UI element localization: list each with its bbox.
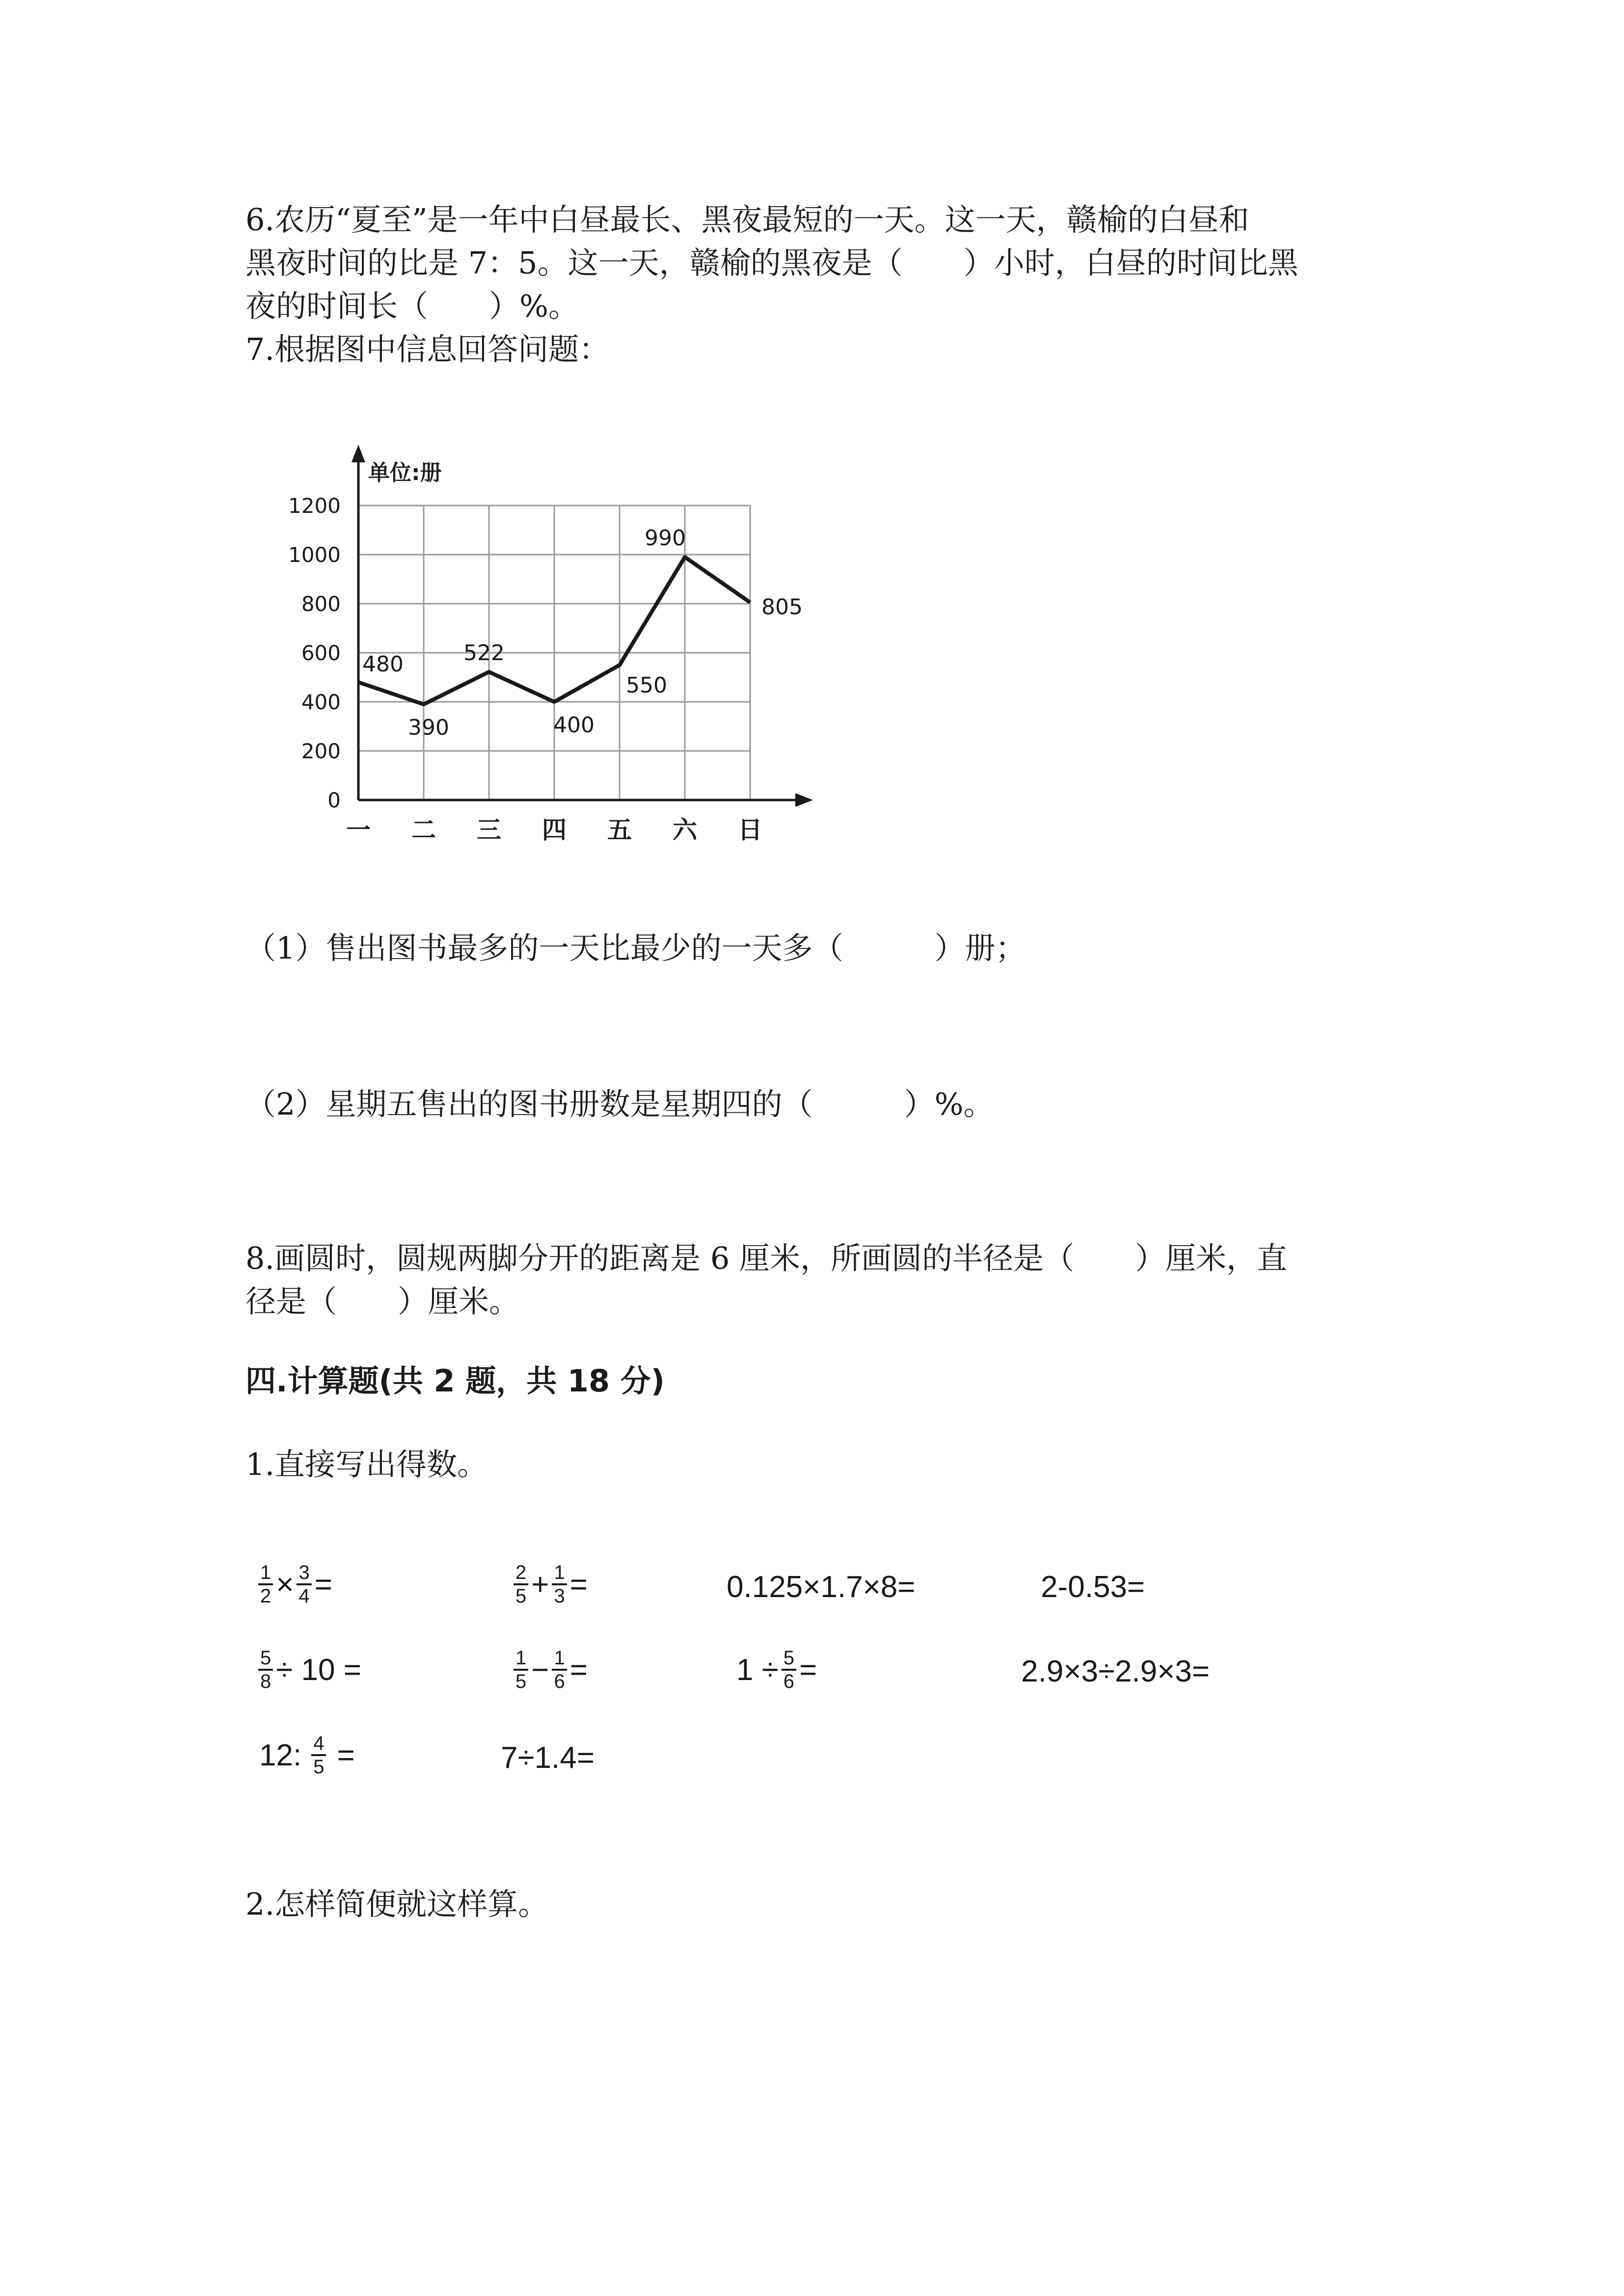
calc-problem-6: $\frac{1}{5}$ − $\frac{1}{6}$ = [511,1647,588,1692]
q8-line-2: 径是（ ）厘米。 [245,1283,520,1319]
x-tick-label: 二 [411,816,436,844]
calc-1-title: 1.直接写出得数。 [245,1446,488,1482]
fraction: $\frac{5}{6}$ [782,1647,796,1692]
calc-problem-3: 0.125×1.7×8= [727,1570,916,1604]
data-label: 522 [463,641,505,666]
x-tick-label: 六 [673,816,697,844]
y-tick-label: 200 [301,739,341,763]
q6-line-1: 6.农历“夏至”是一年中白昼最长、黑夜最短的一天。这一天，赣榆的白昼和 [245,202,1249,238]
data-label: 550 [626,673,667,698]
calc-problem-2: $\frac{2}{5}$ + $\frac{1}{3}$ = [511,1562,588,1607]
q7-sub-1: （1）售出图书最多的一天比最少的一天多（ ）册； [245,930,1026,966]
x-tick-labels [346,816,762,844]
section-4-heading: 四.计算题(共 2 题，共 18 分) [245,1363,665,1399]
fraction: $\frac{1}{3}$ [552,1562,567,1607]
fraction: $\frac{4}{5}$ [311,1733,326,1778]
x-tick-label: 五 [607,816,632,844]
book-sales-line-chart [265,427,825,859]
chart-axes [352,445,813,807]
data-label: 805 [761,594,803,620]
q7-title: 7.根据图中信息回答问题： [245,331,610,367]
data-label: 390 [408,715,449,740]
y-tick-label: 800 [301,592,341,616]
chart-grid [358,506,750,800]
y-tick-labels [288,494,341,812]
q8-line-1: 8.画圆时，圆规两脚分开的距离是 6 厘米，所画圆的半径是（ ）厘米，直 [245,1240,1288,1276]
calc-problem-10: 7÷1.4= [501,1741,595,1775]
x-tick-label: 三 [477,816,501,844]
calc-2-title: 2.怎样简便就这样算。 [245,1886,549,1922]
calc-problem-7: 1 ÷ $\frac{5}{6}$ = [736,1647,817,1692]
q7-sub-2: （2）星期五售出的图书册数是星期四的（ ）%。 [245,1086,994,1122]
y-tick-label: 1200 [288,494,341,518]
x-tick-label: 日 [738,816,762,844]
x-tick-label: 四 [542,816,567,844]
chart-unit-label: 单位:册 [368,460,442,485]
calc-problem-5: $\frac{5}{8}$ ÷ 10 = [255,1647,361,1692]
fraction: $\frac{1}{5}$ [514,1647,528,1692]
data-labels [362,526,803,740]
fraction: $\frac{1}{2}$ [258,1562,273,1607]
x-tick-label: 一 [346,816,371,844]
q6-line-2: 黑夜时间的比是 7：5。这一天，赣榆的黑夜是（ ）小时，白昼的时间比黑 [245,245,1299,281]
fraction: $\frac{3}{4}$ [297,1562,311,1607]
calc-problem-4: 2-0.53= [1041,1570,1145,1604]
fraction: $\frac{5}{8}$ [258,1647,273,1692]
q6-line-3: 夜的时间长（ ）%。 [245,288,579,324]
calc-problem-1: $\frac{1}{2}$ × $\frac{3}{4}$ = [255,1562,332,1607]
fraction: $\frac{1}{6}$ [552,1647,567,1692]
y-tick-label: 400 [301,690,341,714]
y-tick-label: 1000 [288,543,341,567]
calc-problem-9: 12: $\frac{4}{5}$ = [259,1733,355,1778]
calc-problem-8: 2.9×3÷2.9×3= [1021,1655,1210,1688]
fraction: $\frac{2}{5}$ [514,1562,528,1607]
data-label: 400 [553,713,595,738]
y-tick-label: 600 [301,641,341,665]
data-label: 480 [362,652,404,677]
data-label: 990 [645,526,686,551]
y-tick-label: 0 [327,788,341,812]
x-axis-arrow [795,793,813,807]
y-axis-arrow [352,445,365,462]
